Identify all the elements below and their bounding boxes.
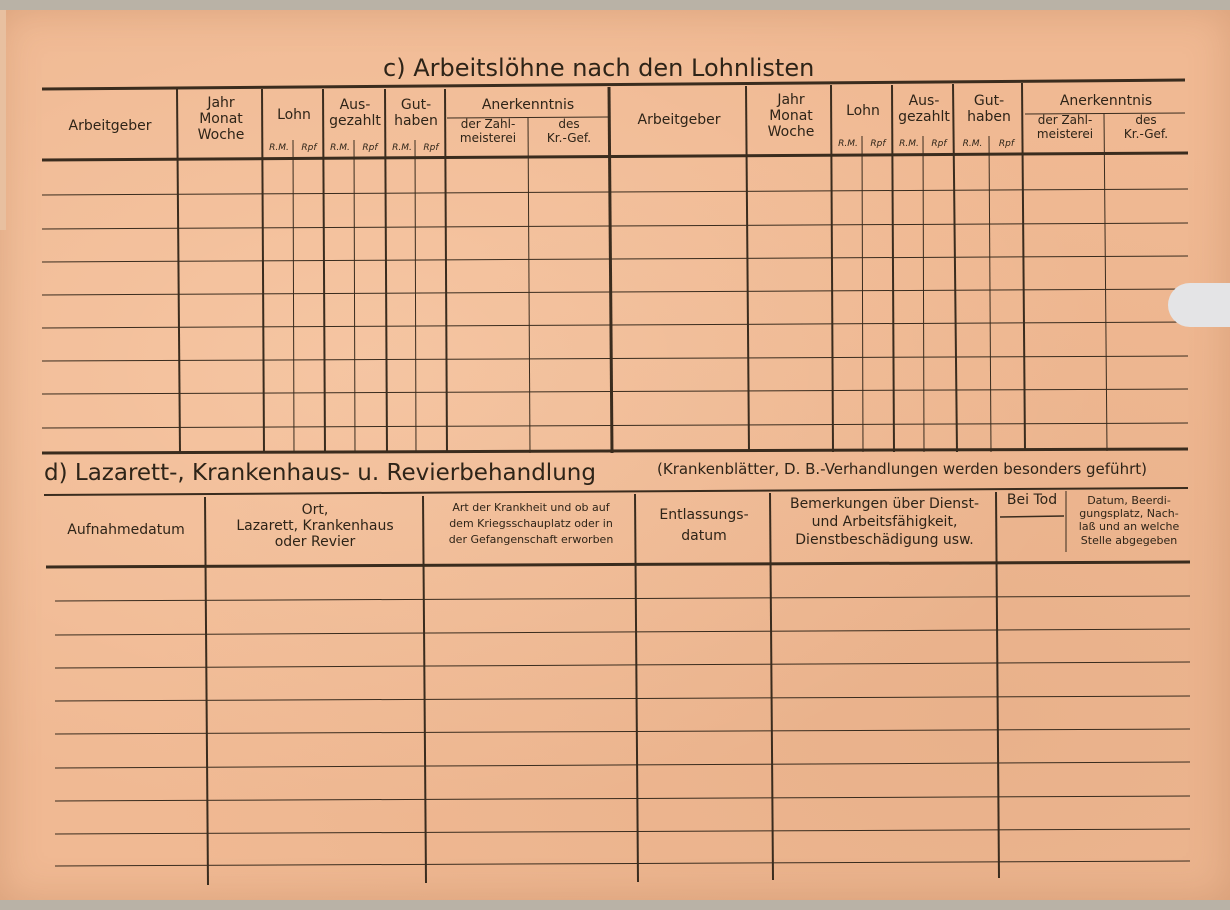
- col-bemerkungen: Bemerkungen über Dienst- und Arbeitsfähigkeit, Dienstbeschädigung usw.: [789, 496, 980, 549]
- col-guthaben-left: Gut- haben: [394, 97, 438, 130]
- section-d-title: d) Lazarett-, Krankenhaus- u. Revierbehandlung: [44, 460, 596, 486]
- col-guthaben-right: Gut- haben: [967, 93, 1011, 126]
- col-bei-tod: Bei Tod: [1006, 492, 1058, 508]
- col-zahlmeisterei-right: der Zahl- meisterei: [1036, 113, 1094, 141]
- unit-rpf: Rpf: [998, 139, 1015, 149]
- col-arbeitgeber-left: Arbeitgeber: [68, 118, 152, 134]
- section-d-note: (Krankenblätter, D. B.-Verhandlungen werden besonders geführt): [657, 460, 1147, 478]
- col-anerkenntnis-right: Anerkenntnis: [1059, 93, 1153, 109]
- unit-rpf: Rpf: [870, 139, 886, 149]
- col-zahlmeisterei-left: der Zahl- meisterei: [459, 117, 517, 145]
- col-lohn-left: Lohn: [277, 107, 311, 123]
- col-krgef-right: des Kr.-Gef.: [1123, 113, 1169, 141]
- unit-rm: R.M.: [962, 139, 983, 149]
- unit-rm: R.M.: [392, 143, 412, 153]
- col-entlassungsdatum: Entlassungs- datum: [659, 507, 749, 544]
- unit-rm: R.M.: [269, 143, 289, 153]
- col-ausgezahlt-left: Aus- gezahlt: [329, 97, 381, 130]
- col-jahr-monat-woche-left: Jahr Monat Woche: [197, 95, 245, 144]
- unit-rpf: Rpf: [423, 143, 439, 153]
- col-art-der-krankheit: Art der Krankheit und ob auf dem Kriegsschauplatz oder in der Gefangenschaft erworben: [448, 501, 614, 546]
- col-arbeitgeber-right: Arbeitgeber: [637, 112, 721, 128]
- unit-rpf: Rpf: [301, 143, 317, 153]
- unit-rm: R.M.: [899, 139, 919, 149]
- col-datum-beerdigungsplatz: Datum, Beerdi- gungsplatz, Nach- laß und an welche Stelle abgegeben: [1078, 494, 1180, 547]
- col-krgef-left: des Kr.-Gef.: [546, 117, 592, 145]
- col-ausgezahlt-right: Aus- gezahlt: [898, 93, 950, 126]
- torn-notch: [1168, 283, 1230, 327]
- unit-rm: R.M.: [330, 143, 350, 153]
- unit-rpf: Rpf: [931, 139, 947, 149]
- col-lohn-right: Lohn: [846, 103, 880, 119]
- section-c-title: c) Arbeitslöhne nach den Lohnlisten: [383, 54, 815, 82]
- unit-rpf: Rpf: [362, 143, 378, 153]
- col-aufnahmedatum: Aufnahmedatum: [67, 522, 185, 538]
- col-jahr-monat-woche-right: Jahr Monat Woche: [767, 92, 815, 141]
- unit-rm: R.M.: [838, 139, 858, 149]
- col-ort: Ort, Lazarett, Krankenhaus oder Revier: [236, 502, 394, 551]
- col-anerkenntnis-left: Anerkenntnis: [481, 97, 575, 113]
